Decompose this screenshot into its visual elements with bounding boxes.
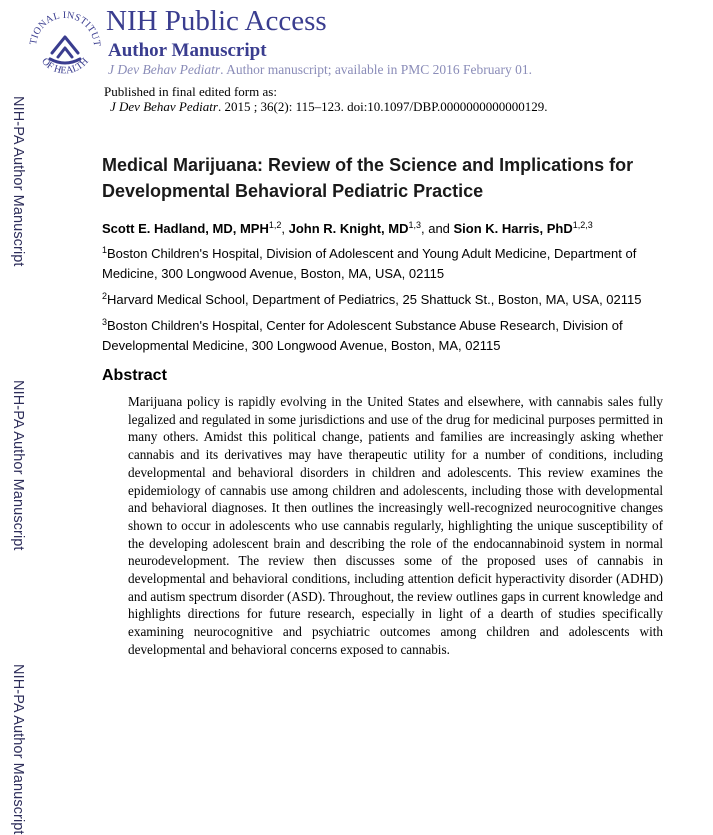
author-affiliation-marker: 1,3 [408, 220, 421, 230]
side-watermark-label: NIH-PA Author Manuscript [10, 96, 26, 267]
affiliation-text: Boston Children's Hospital, Division of Adolescent and Young Adult Medicine, Department of Medicine, 300 Longwood Avenue, Boston, MA, USA, 02115 [102, 246, 637, 281]
citation-line [110, 99, 548, 115]
affiliation-text: Harvard Medical School, Department of Pediatrics, 25 Shattuck St., Boston, MA, USA, 02115 [107, 292, 642, 307]
author-separator: , [281, 221, 289, 236]
citation-journal: J Dev Behav Pediatr [110, 99, 218, 114]
author-affiliation-marker: 1,2,3 [572, 220, 593, 230]
affiliation-number: 1 [102, 245, 108, 255]
author-manuscript-title: Author Manuscript [108, 40, 267, 61]
author-affiliation-marker: 1,2 [268, 220, 282, 230]
citation-details: . 2015 ; 36(2): 115–123. doi:10.1097/DBP.0000000000000129. [217, 99, 548, 114]
affiliation-1 [102, 240, 677, 284]
author-list [102, 220, 593, 236]
side-watermark-label: NIH-PA Author Manuscript [10, 664, 26, 835]
affiliation-text: Boston Children's Hospital, Center for Adolescent Substance Abuse Research, Division of Developmental Medicine, 300 Longwood Avenue, Boston, MA, 02115 [102, 318, 623, 353]
abstract-heading: Abstract [102, 367, 167, 384]
availability-note [108, 62, 532, 78]
author-name: John R. Knight, MD [288, 221, 409, 236]
svg-text:OF HEALTH: OF HEALTH [39, 56, 91, 77]
abstract-text: Marijuana policy is rapidly evolving in the United States and elsewhere, with cannabis sales fully legalized and regulated in some jurisdictions and use of the drug for medicinal purposes permitted in many others. Amidst this political change, patients and families are increasingly asking whether cannabis and its derivatives may have therapeutic utility for a number of conditions, including developmental and behavioral disorders in children and adolescents. This review examines the epidemiology of cannabis use among children and adolescents, including those with developmental and behavioral diagnoses. It then outlines the increasingly well-recognized neurocognitive changes shown to occur in adolescents who use cannabis regularly, highlighting the unique susceptibility of the developing adolescent brain and describing the role of the endocannabinoid system in normal neurodevelopment. The review then discusses some of the proposed uses of cannabis in developmental and behavioral conditions, including attention deficit hyperactivity disorder (ADHD) and autism spectrum disorder (ASD). Throughout, the review outlines gaps in current knowledge and highlights directions for future research, especially in light of a dearth of studies specifically examining neurocognitive and psychiatric outcomes among children and adolescents with developmental and behavioral concerns exposed to cannabis. [128, 394, 663, 657]
journal-abbrev: J Dev Behav Pediatr [108, 62, 221, 77]
svg-text:NATIONAL INSTITUTES: TIONAL INSTITUT [27, 9, 103, 48]
author-separator: , and [420, 221, 454, 236]
affiliation-2 [102, 286, 677, 310]
nih-public-access-title: NIH Public Access [106, 5, 327, 37]
side-watermark-strip [0, 0, 30, 835]
affiliation-3 [102, 312, 677, 356]
author-name: Scott E. Hadland, MD, MPH [102, 221, 269, 236]
hhs-seal-logo [26, 7, 104, 81]
side-watermark-label: NIH-PA Author Manuscript [10, 380, 26, 551]
affiliation-number: 3 [102, 317, 108, 327]
affiliation-number: 2 [102, 291, 108, 301]
author-name: Sion K. Harris, PhD [453, 221, 573, 236]
published-label: Published in final edited form as: [104, 84, 277, 99]
availability-text: . Author manuscript; available in PMC 2016 February 01. [220, 62, 533, 77]
article-title: Medical Marijuana: Review of the Science and Implications for Developmental Behavioral Pediatric Practice [102, 155, 634, 201]
